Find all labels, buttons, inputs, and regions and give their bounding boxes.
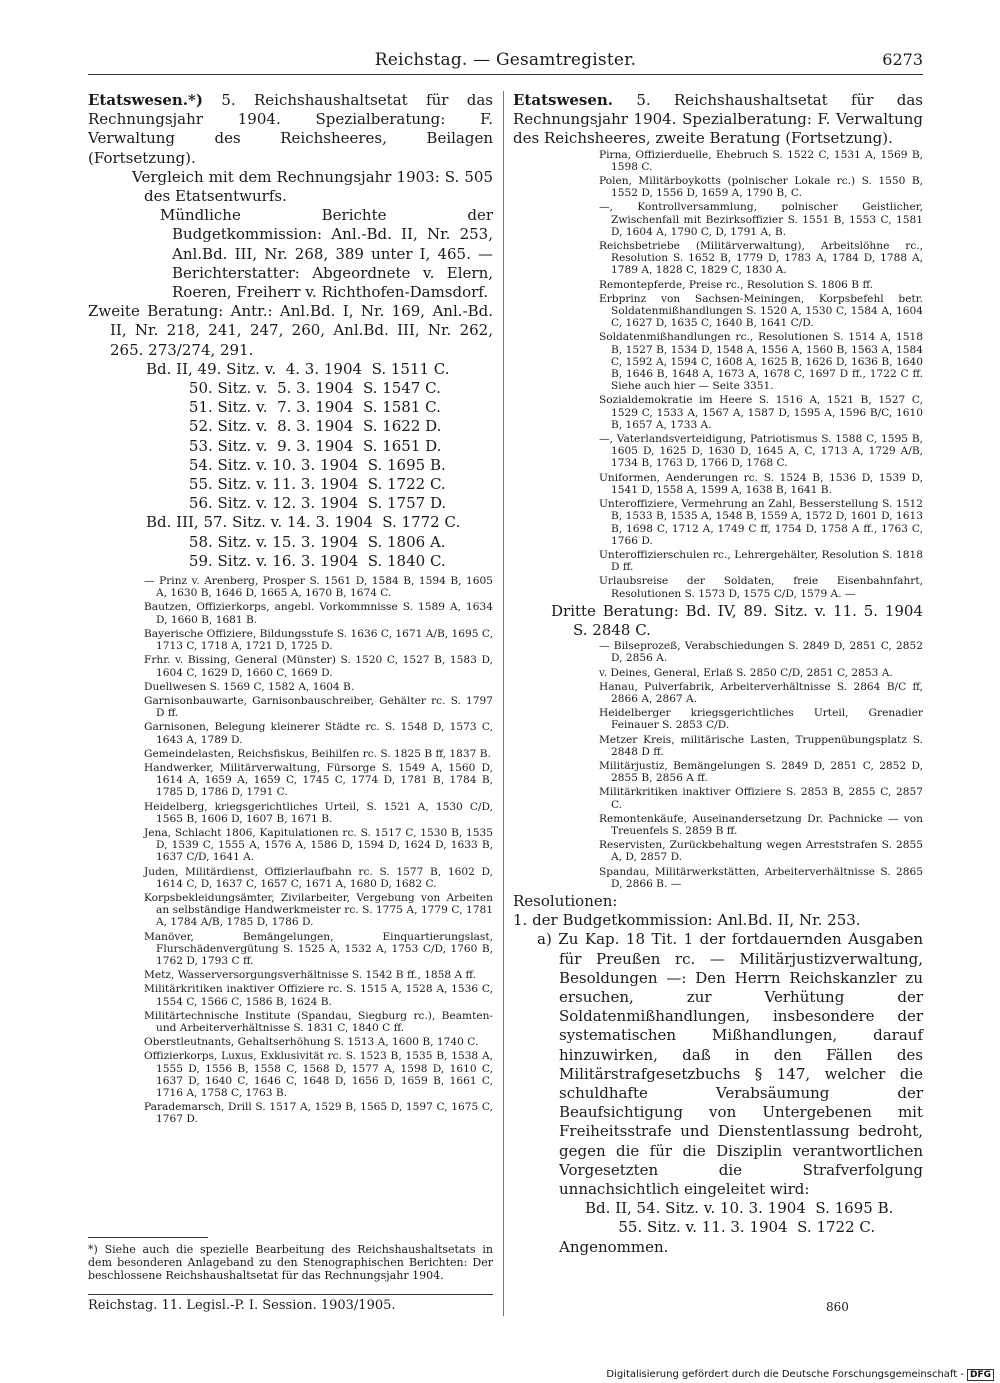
index-entry: Korpsbekleidungsämter, Zivilarbeiter, Vergebung von Arbeiten an selbständige Handwerkmeister rc. S. 1775 A, 1779 C, 1781 A, 1784 A/B, 1785 D, 1786 D. [144,891,493,929]
running-head [88,50,923,72]
resolution-1: 1. der Budgetkommission: Anl.Bd. II, Nr. 253. [513,911,861,930]
index-entry: Militärkritiken inaktiver Offiziere rc. S. 1515 A, 1528 A, 1536 C, 1554 C, 1566 C, 1586 B, 1624 B. [144,983,493,1008]
index-entry: Spandau, Militärwerkstätten, Arbeiterverhältnisse S. 2865 D, 2866 B. — [599,865,923,890]
session-line: Bd. II, 54. Sitz. v. 10. 3. 1904 S. 1695 B. [585,1199,894,1218]
index-entry: Hanau, Pulverfabrik, Arbeiterverhältnisse S. 2864 B/C ff, 2866 A, 2867 A. [599,680,923,705]
footnote-rule [88,1237,208,1238]
index-entry: Erbprinz von Sachsen-Meiningen, Korpsbefehl betr. Soldatenmißhandlungen S. 1520 A, 1530 C, 1584 A, 1604 C, 1627 D, 1635 C, 1640 B, 1641 C/D. [599,292,923,330]
dfg-notice-text: Digitalisierung gefördert durch die Deutsche Forschungsgemeinschaft - [606,1369,964,1380]
index-entry: — Bilseprozeß, Verabschiedungen S. 2849 D, 2851 C, 2852 D, 2856 A. [599,640,923,665]
index-entry: Parademarsch, Drill S. 1517 A, 1529 B, 1565 D, 1597 C, 1675 C, 1767 D. [144,1101,493,1126]
resolution-session-list [513,1199,923,1237]
index-entry: Reichsbetriebe (Militärverwaltung), Arbeitslöhne rc., Resolution S. 1652 B, 1779 D, 1783 A, 1784 D, 1788 A, 1789 A, 1828 C, 1829 C, 1830 A. [599,240,923,277]
right-entry-list [513,149,923,600]
session-line: 50. Sitz. v. 5. 3. 1904 S. 1547 C. [146,379,441,398]
index-entry: Remontepferde, Preise rc., Resolution S. 1806 B ff. [599,278,873,291]
right-column [513,91,923,1257]
accepted-note: Angenommen. [559,1237,669,1256]
resolution-1a: a) Zu Kap. 18 Tit. 1 der fortdauernden Ausgaben für Preußen rc. — Militärjustizverwaltung, Besoldungen —: Den Herrn Reichskanzler zu ersuchen, zur Verhütung der Soldatenmißhandlungen, insbesondere der systematischen Mißhandlungen, darauf hinzuwirken, daß in den Fällen des Militärstrafgesetzbuchs § 147, welcher die schuldhafte Verabsäumung der Beaufsichtigung von Untergebenen mit Freiheitsstrafe und Dienstentlassung bedroht, gegen die für die Disziplin verantwortlichen Vorgesetzten die Strafverfolgung unnachsichtlich eingeleitet wird: [537,930,923,1199]
index-entry: Remontenkäufe, Auseinandersetzung Dr. Pachnicke — von Treuenfels S. 2859 B ff. [599,812,923,837]
index-entry: Unteroffiziere, Vermehrung an Zahl, Besserstellung S. 1512 B, 1533 B, 1535 A, 1548 B, 1559 A, 1572 D, 1601 D, 1613 B, 1698 C, 1712 A, 1749 C ff, 1754 D, 1758 A ff., 1763 C, 1766 D. [599,498,923,547]
index-entry: Militärjustiz, Bemängelungen S. 2849 D, 2851 C, 2852 D, 2855 B, 2856 A ff. [599,759,923,785]
index-entry: Bayerische Offiziere, Bildungsstufe S. 1636 C, 1671 A/B, 1695 C, 1713 C, 1718 A, 1721 D, 1725 D. [144,627,493,653]
session-line: 59. Sitz. v. 16. 3. 1904 S. 1840 C. [146,551,446,570]
index-entry: Metzer Kreis, militärische Lasten, Truppenübungsplatz S. 2848 D ff. [599,733,923,758]
footnote: *) Siehe auch die spezielle Bearbeitung des Reichshaushaltsetats in dem besonderen Anlageband zu den Stenographischen Berichten: Der beschlossene Reichshaushaltsetat für das Rechnungsjahr 1904. [88,1243,493,1283]
index-entry: Unteroffizierschulen rc., Lehrergehälter, Resolution S. 1818 D ff. [599,548,923,574]
left-paragraph-second-reading: Zweite Beratung: Antr.: Anl.Bd. I, Nr. 169, Anl.-Bd. II, Nr. 218, 241, 247, 260, Anl.Bd. III, Nr. 262, 265. 273/274, 291. [88,302,493,359]
index-entry: Urlaubsreise der Soldaten, freie Eisenbahnfahrt, Resolutionen S. 1573 D, 1575 C/D, 1579 A. — [599,575,923,600]
index-entry: —, Vaterlandsverteidigung, Patriotismus S. 1588 C, 1595 B, 1605 D, 1625 D, 1630 D, 1645 A, C, 1713 A, 1729 A/B, 1734 B, 1763 D, 1766 D, 1768 C. [599,433,923,470]
index-entry: Oberstleutnants, Gehaltserhöhung S. 1513 A, 1600 B, 1740 C. [144,1036,479,1049]
index-entry: Garnisonbauwarte, Garnisonbauschreiber, Gehälter rc. S. 1797 D ff. [144,694,493,720]
index-entry: Handwerker, Militärverwaltung, Fürsorge S. 1549 A, 1560 D, 1614 A, 1659 A, 1659 C, 1745 C, 1774 D, 1781 B, 1784 B, 1785 D, 1786 D, 1791 C. [144,761,493,799]
index-entry: Gemeindelasten, Reichsfiskus, Beihilfen rc. S. 1825 B ff, 1837 B. [144,747,491,760]
dfg-logo: DFG [967,1369,994,1381]
column-divider [503,91,504,1316]
page-number: 6273 [882,50,923,69]
sheet-number: 860 [826,1300,849,1314]
index-entry: Soldatenmißhandlungen rc., Resolutionen S. 1514 A, 1518 B, 1527 B, 1534 D, 1548 A, 1556 A, 1560 B, 1563 A, 1584 C, 1592 A, 1594 C, 1608 A, 1625 B, 1626 D, 1636 B, 1640 B, 1646 B, 1648 A, 1673 A, 1678 C, 1697 D ff., 1722 C ff. Siehe auch hier — Seite 3351. [599,331,923,393]
index-entry: Juden, Militärdienst, Offizierlaufbahn rc. S. 1577 B, 1602 D, 1614 C, D, 1637 C, 1657 C, 1671 A, 1680 D, 1682 C. [144,865,493,890]
index-entry: Heidelberg, kriegsgerichtliches Urteil, S. 1521 A, 1530 C/D, 1565 B, 1606 D, 1607 B, 1671 B. [144,800,493,825]
index-entry: Frhr. v. Bissing, General (Münster) S. 1520 C, 1527 B, 1583 D, 1604 C, 1629 D, 1660 C, 1669 D. [144,654,493,679]
index-entry: Reservisten, Zurückbehaltung wegen Arreststrafen S. 2855 A, D, 2857 D. [599,839,923,864]
left-heading-text: 5. Reichshaushaltsetat für das Rechnungsjahr 1904. Spezialberatung: F. Verwaltung des Reichsheeres, Beilagen (Fortsetzung). [88,91,493,167]
session-line: 51. Sitz. v. 7. 3. 1904 S. 1581 C. [146,398,441,417]
right-heading-term: Etatswesen. [513,91,614,109]
session-line: 55. Sitz. v. 11. 3. 1904 S. 1722 C. [585,1218,876,1237]
index-entry: Duellwesen S. 1569 C, 1582 A, 1604 B. [144,680,355,693]
left-paragraph-reports: Mündliche Berichte der Budgetkommission: Anl.-Bd. II, Nr. 253, Anl.Bd. III, Nr. 268, 389 unter I, 465. — Berichterstatter: Abgeordnete v. Elern, Roeren, Freiherr v. Richthofen-Damsdorf. [160,206,493,302]
page-title: Reichstag. — Gesamtregister. [374,50,637,70]
index-entry: Militärtechnische Institute (Spandau, Siegburg rc.), Beamten- und Arbeiterverhältnisse S. 1831 C, 1840 C ff. [144,1009,493,1034]
left-entry-list [88,575,493,1126]
session-line: 56. Sitz. v. 12. 3. 1904 S. 1757 D. [146,494,447,513]
index-entry: Uniformen, Aenderungen rc. S. 1524 B, 1536 D, 1539 D, 1541 D, 1558 A, 1599 A, 1638 B, 1641 B. [599,471,923,496]
session-line: 52. Sitz. v. 8. 3. 1904 S. 1622 D. [146,417,442,436]
index-entry: Garnisonen, Belegung kleinerer Städte rc. S. 1548 D, 1573 C, 1643 A, 1789 D. [144,721,493,746]
session-line: 55. Sitz. v. 11. 3. 1904 S. 1722 C. [146,475,446,494]
index-entry: Manöver, Bemängelungen, Einquartierungslast, Flurschädenvergütung S. 1525 A, 1532 A, 1753 C/D, 1760 B, 1762 D, 1793 C ff. [144,930,493,967]
index-entry: v. Deines, General, Erlaß S. 2850 C/D, 2851 C, 2853 A. [599,666,893,679]
right-heading [513,91,923,149]
index-entry: Polen, Militärboykotts (polnischer Lokale rc.) S. 1550 B, 1552 D, 1556 D, 1659 A, 1790 B, C. [599,175,923,200]
imprint: Reichstag. 11. Legisl.-P. I. Session. 1903/1905. [88,1298,396,1313]
index-entry: Offizierkorps, Luxus, Exklusivität rc. S. 1523 B, 1535 B, 1538 A, 1555 D, 1556 B, 1558 C, 1568 D, 1577 A, 1598 D, 1610 C, 1637 D, 1640 C, 1646 C, 1648 D, 1656 D, 1659 B, 1661 C, 1716 A, 1758 C, 1763 B. [144,1050,493,1099]
session-line: 54. Sitz. v. 10. 3. 1904 S. 1695 B. [146,455,446,474]
third-reading-entry-list [513,640,923,890]
index-entry: Jena, Schlacht 1806, Kapitulationen rc. S. 1517 C, 1530 B, 1535 D, 1539 C, 1555 A, 1576 A, 1586 D, 1594 D, 1624 D, 1633 B, 1637 C/D, 1641 A. [144,826,493,864]
index-entry: Militärkritiken inaktiver Offiziere S. 2853 B, 2855 C, 2857 C. [599,786,923,811]
left-paragraph-comparison: Vergleich mit dem Rechnungsjahr 1903: S. 505 des Etatsentwurfs. [132,167,493,206]
left-column [88,91,493,1128]
index-entry: Bautzen, Offizierkorps, angebl. Vorkommnisse S. 1589 A, 1634 D, 1660 B, 1681 B. [144,601,493,626]
left-heading [88,91,493,168]
session-line: 58. Sitz. v. 15. 3. 1904 S. 1806 A. [146,532,446,551]
index-entry: Heidelberger kriegsgerichtliches Urteil, Grenadier Feinauer S. 2853 C/D. [599,707,923,732]
index-entry: Metz, Wasserversorgungsverhältnisse S. 1542 B ff., 1858 A ff. [144,969,477,982]
third-reading: Dritte Beratung: Bd. IV, 89. Sitz. v. 11. 5. 1904 S. 2848 C. [551,601,923,639]
session-line: Bd. II, 49. Sitz. v. 4. 3. 1904 S. 1511 C. [146,359,450,378]
left-heading-term: Etatswesen.*) [88,91,203,109]
header-rule [88,74,923,75]
index-entry: — Prinz v. Arenberg, Prosper S. 1561 D, 1584 B, 1594 B, 1605 A, 1630 B, 1646 D, 1665 A, 1670 B, 1674 C. [144,575,493,600]
left-session-list [88,360,493,571]
session-line: Bd. III, 57. Sitz. v. 14. 3. 1904 S. 1772 C. [146,513,461,532]
dfg-notice [606,1369,994,1381]
resolutions-label: Resolutionen: [513,891,618,910]
session-line: 53. Sitz. v. 9. 3. 1904 S. 1651 D. [146,436,442,455]
index-entry: —, Kontrollversammlung, polnischer Geistlicher, Zwischenfall mit Bezirksoffizier S. 1551 B, 1553 C, 1581 D, 1604 A, 1790 C, D, 1791 A, B. [599,201,923,238]
index-entry: Pirna, Offizierduelle, Ehebruch S. 1522 C, 1531 A, 1569 B, 1598 C. [599,148,923,173]
index-entry: Sozialdemokratie im Heere S. 1516 A, 1521 B, 1527 C, 1529 C, 1533 A, 1567 A, 1587 D, 1595 A, 1596 B/C, 1610 B, 1657 A, 1733 A. [599,394,923,431]
footer-rule [88,1294,493,1295]
right-heading-text: 5. Reichshaushaltsetat für das Rechnungsjahr 1904. Spezialberatung: F. Verwaltung des Reichsheeres, zweite Beratung (Fortsetzung). [513,91,923,148]
